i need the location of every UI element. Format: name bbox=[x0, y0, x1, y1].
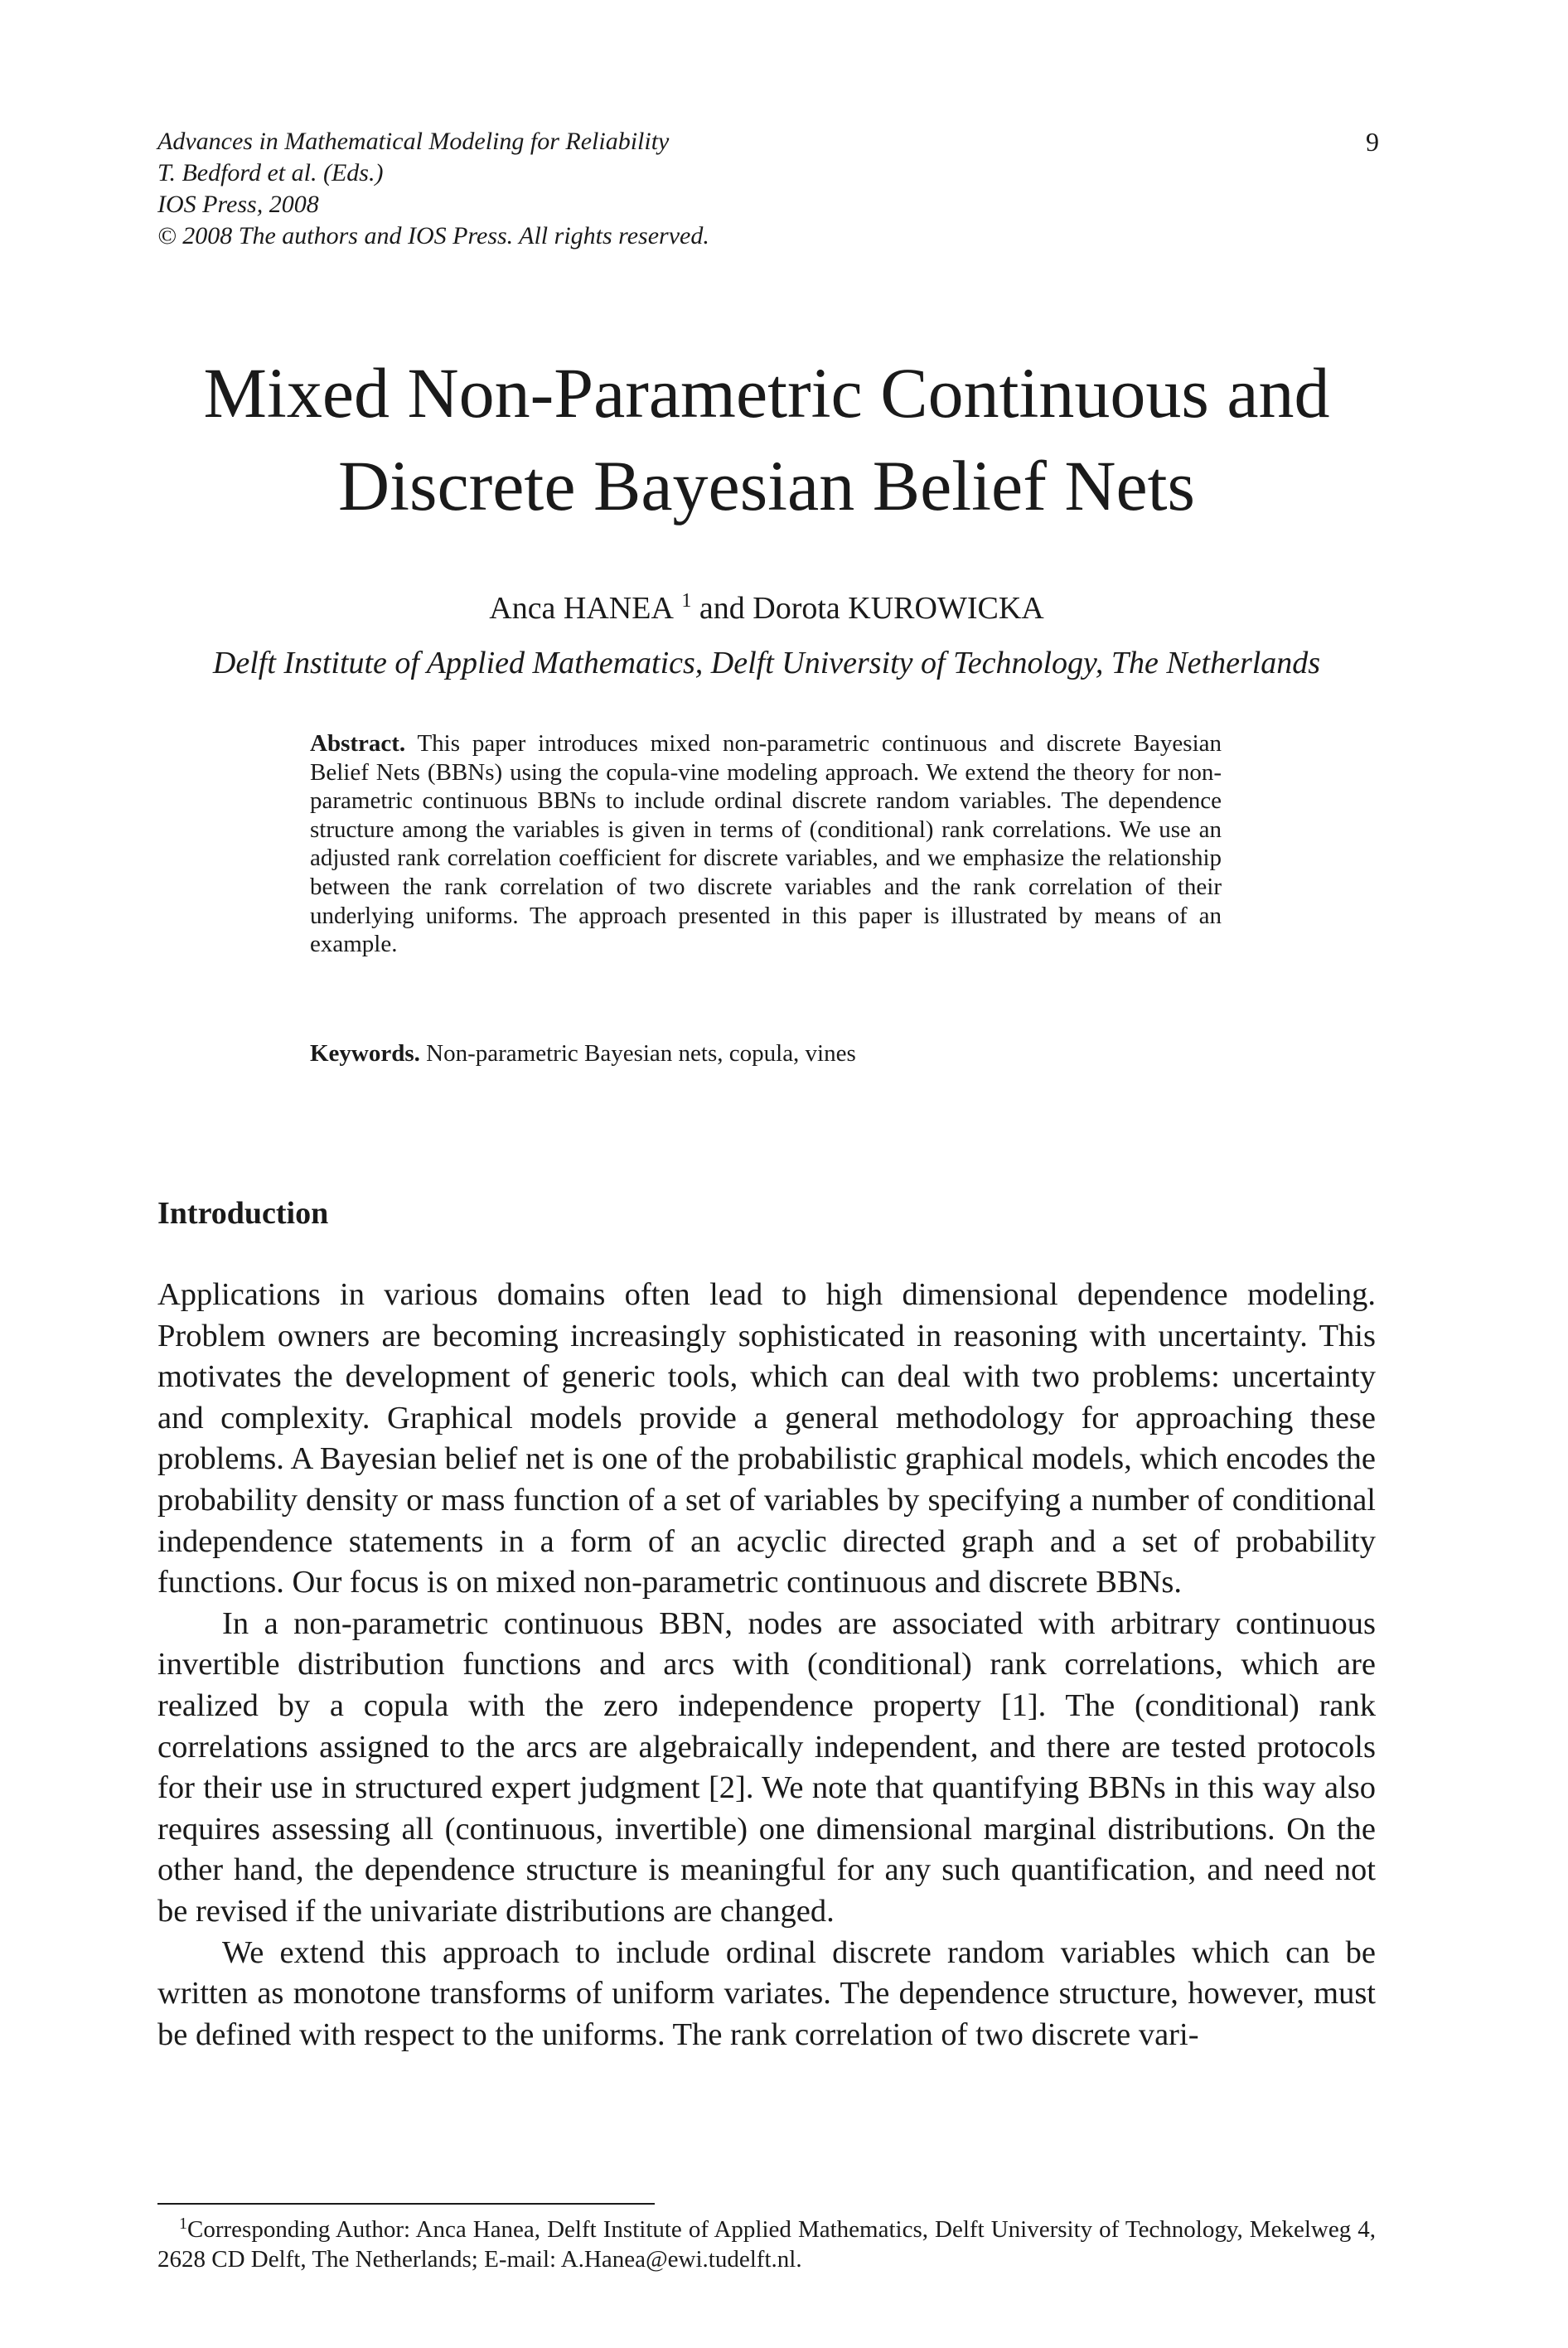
author-name-1: Anca HANEA bbox=[489, 591, 674, 626]
title-line-1: Mixed Non-Parametric Continuous and bbox=[203, 353, 1330, 433]
author-footnote-mark: 1 bbox=[681, 590, 692, 612]
footnote bbox=[157, 2215, 1376, 2274]
abstract bbox=[310, 729, 1222, 959]
author-list bbox=[157, 588, 1376, 628]
footnote-body bbox=[157, 2215, 1376, 2274]
running-header bbox=[157, 126, 1376, 252]
section-heading-introduction: Introduction bbox=[157, 1196, 329, 1231]
page-number: 9 bbox=[1366, 127, 1379, 157]
footnote-mark: 1 bbox=[179, 2215, 187, 2233]
author-affiliation: Delft Institute of Applied Mathematics, Delft University of Technology, The Netherlands bbox=[212, 646, 1321, 680]
body-paragraph-1: Applications in various domains often lead to high dimensional dependence modeling. Problem owners are becoming increasingly sophisticated in reasoning with uncertainty. This motivates the development of generic tools, which can deal with two problems: uncertainty and complexity. Graphical models provide a general methodology for approaching these problems. A Bayesian belief net is one of the probabilistic graphical models, which encodes the probability density or mass function of a set of variables by specifying a number of conditional independence statements in a form of an acyclic directed graph and a set of probability functions. Our focus is on mixed non-parametric continuous and discrete BBNs. bbox=[157, 1277, 1376, 1600]
footnote-text: Corresponding Author: Anca Hanea, Delft Institute of Applied Mathematics, Delft University of Technology, Mekelweg 4, 2628 CD Delft, The Netherlands; E-mail: A.Hanea@ewi.tudelft.nl. bbox=[157, 2216, 1376, 2273]
title-line-2: Discrete Bayesian Belief Nets bbox=[337, 446, 1195, 525]
abstract-label: Abstract. bbox=[310, 730, 406, 757]
body-paragraph-3: We extend this approach to include ordinal discrete random variables which can be written as monotone transforms of uniform variates. The dependence structure, however, must be defined with respect to the uniforms. The rank correlation of two discrete vari- bbox=[157, 1934, 1376, 2052]
header-publisher: IOS Press, 2008 bbox=[157, 191, 319, 218]
keywords-text: Non-parametric Bayesian nets, copula, vines bbox=[419, 1040, 856, 1067]
header-editors: T. Bedford et al. (Eds.) bbox=[157, 159, 384, 186]
paper-title bbox=[157, 346, 1376, 532]
author-name-2: Dorota KUROWICKA bbox=[753, 591, 1044, 626]
header-book-title: Advances in Mathematical Modeling for Reliability bbox=[157, 128, 670, 155]
header-copyright: © 2008 The authors and IOS Press. All rights reserved. bbox=[157, 222, 709, 249]
body-text bbox=[157, 1275, 1376, 2055]
footnote-divider bbox=[157, 2203, 655, 2205]
keywords bbox=[310, 1039, 1222, 1068]
keywords-label: Keywords. bbox=[310, 1040, 420, 1067]
body-paragraph-2: In a non-parametric continuous BBN, nodes are associated with arbitrary continuous invertible distribution functions and arcs with (conditional) rank correlations, which are realized by a copula with the zero independence property [1]. The (conditional) rank correlations assigned to the arcs are algebraically independent, and there are tested protocols for their use in structured expert judgment [2]. We note that quantifying BBNs in this way also requires assessing all (continuous, invertible) one dimensional marginal distributions. On the other hand, the dependence structure is meaningful for any such quantification, and need not be revised if the univariate distributions are changed. bbox=[157, 1605, 1376, 1929]
author-joiner: and bbox=[691, 591, 753, 626]
abstract-text: This paper introduces mixed non-parametric continuous and discrete Bayesian Belief Nets (BBNs) using the copula-vine modeling approach. We extend the theory for non-parametric continuous BBNs to include ordinal discrete random variables. The dependence structure among the variables is given in terms of (conditional) rank correlations. We use an adjusted rank correlation coefficient for discrete variables, and we emphasize the relationship between the rank correlation of two discrete variables and the rank correlation of their underlying uniforms. The approach presented in this paper is illustrated by means of an example. bbox=[310, 730, 1222, 958]
